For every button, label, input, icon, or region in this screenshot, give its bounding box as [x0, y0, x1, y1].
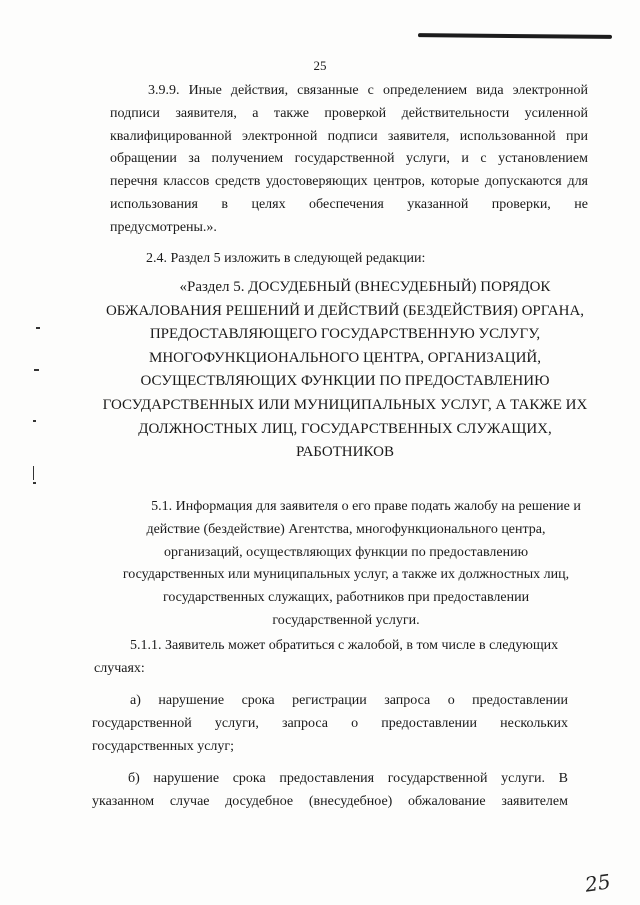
heading-line: ГОСУДАРСТВЕННЫХ ИЛИ МУНИЦИПАЛЬНЫХ УСЛУГ, А ТАКЖЕ ИХ	[102, 396, 588, 413]
paragraph-line: организаций, осуществляющих функции по предоставлению	[163, 544, 529, 560]
margin-mark	[33, 482, 36, 484]
paragraph-line: государственной услуги, запроса о предоставлении нескольких	[92, 715, 568, 731]
paragraph-line: действие (бездействие) Агентства, многофункционального центра,	[146, 521, 546, 537]
paragraph-line: указанном случае досудебное (внесудебное) обжалование заявителем	[92, 793, 568, 809]
paragraph-line: а) нарушение срока регистрации запроса о предоставлении	[130, 693, 568, 708]
page-number: 25	[313, 58, 327, 73]
margin-mark	[33, 466, 34, 480]
paragraph-line: случаях:	[94, 660, 145, 676]
heading-line: ДОЛЖНОСТНЫХ ЛИЦ, ГОСУДАРСТВЕННЫХ СЛУЖАЩИХ,	[138, 420, 552, 437]
paragraph-2-4	[146, 248, 586, 271]
paragraph-line: квалифицированной электронной подписи заявителя, использованной при	[110, 128, 588, 144]
heading-line: ПРЕДОСТАВЛЯЮЩЕГО ГОСУДАРСТВЕННУЮ УСЛУГУ,	[149, 326, 541, 343]
handwritten-page-number: 25	[583, 869, 612, 897]
paragraph-line: перечня классов средств удостоверяющих центров, которые допускаются для	[110, 174, 588, 190]
subsection-5-1	[86, 496, 606, 633]
paragraph-3-9-9	[110, 80, 588, 240]
paragraph-line: использования в целях обеспечения указанной проверки, не	[110, 196, 588, 212]
margin-mark	[36, 327, 40, 329]
section-5-heading	[80, 276, 610, 465]
paragraph-line: б) нарушение срока предоставления государственной услуги. В	[128, 771, 568, 786]
list-item-a	[92, 690, 568, 758]
paragraph-line: государственных служащих, работников при предоставлении	[162, 590, 530, 606]
paragraph-line: государственной услуги.	[272, 612, 420, 628]
paragraph-line: 5.1. Информация для заявителя о его праве подать жалобу на решение и	[151, 499, 581, 514]
paragraph-line: государственных или муниципальных услуг, а также их должностных лиц,	[122, 567, 570, 583]
paragraph-line: обращении за получением государственной услуги, и с установлением	[110, 151, 588, 167]
scan-artifact-line	[418, 33, 612, 39]
paragraph-5-1-1	[94, 635, 570, 681]
margin-mark	[34, 369, 39, 371]
margin-mark	[33, 420, 36, 422]
paragraph-line: 2.4. Раздел 5 изложить в следующей редакции:	[146, 251, 426, 266]
heading-line: «Раздел 5. ДОСУДЕБНЫЙ (ВНЕСУДЕБНЫЙ) ПОРЯДОК	[179, 279, 551, 295]
paragraph-line: 3.9.9. Иные действия, связанные с определением вида электронной	[148, 83, 588, 98]
paragraph-line: государственных услуг;	[92, 738, 235, 754]
heading-line: ОСУЩЕСТВЛЯЮЩИХ ФУНКЦИИ ПО ПРЕДОСТАВЛЕНИЮ	[140, 373, 550, 390]
heading-line: ОБЖАЛОВАНИЯ РЕШЕНИЙ И ДЕЙСТВИЙ (БЕЗДЕЙСТВИЯ) ОРГАНА,	[105, 302, 585, 319]
heading-line: РАБОТНИКОВ	[296, 444, 394, 461]
paragraph-line: 5.1.1. Заявитель может обратиться с жалобой, в том числе в следующих	[130, 638, 559, 653]
heading-line: МНОГОФУНКЦИОНАЛЬНОГО ЦЕНТРА, ОРГАНИЗАЦИЙ,	[148, 349, 542, 366]
paragraph-line: предусмотрены.».	[110, 219, 217, 235]
paragraph-line: подписи заявителя, а также проверкой действительности усиленной	[110, 105, 588, 121]
list-item-b	[92, 768, 568, 814]
